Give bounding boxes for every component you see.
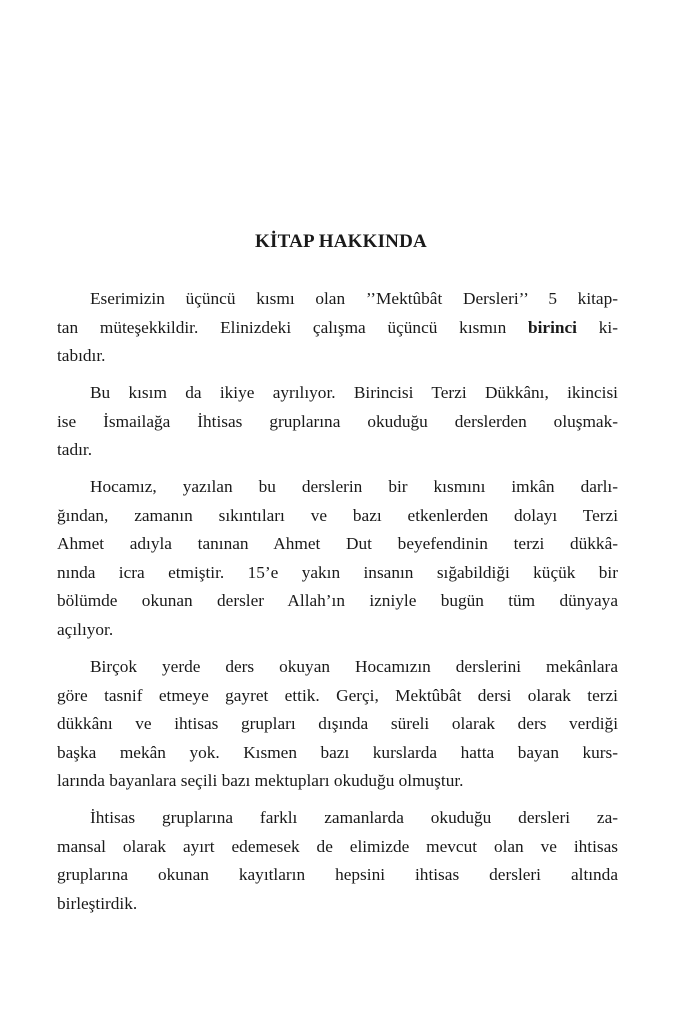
paragraph-4-line-2: göre tasnif etmeye gayret ettik. Gerçi, Mektûbât dersi olarak terzi [57,686,618,705]
paragraph-3-line-6: açılıyor. [57,620,114,639]
paragraph-5-line-2: mansal olarak ayırt edemesek de elimizde mevcut olan ve ihtisas [57,837,618,856]
paragraph-3-line-1: Hocamız, yazılan bu derslerin bir kısmını imkân darlı- [90,477,618,496]
paragraph-1-line-3: tabıdır. [57,346,106,365]
bold-word: birinci [528,318,577,337]
paragraph-2-line-2: ise İsmailağa İhtisas gruplarına okuduğu derslerden oluşmak- [57,412,618,431]
paragraph-4-line-1: Birçok yerde ders okuyan Hocamızın derslerini mekânlara [90,657,618,676]
paragraph-2-line-3: tadır. [57,440,93,459]
paragraph-3-line-5: bölümde okunan dersler Allah’ın izniyle bugün tüm dünyaya [57,591,618,610]
paragraph-4-line-4: başka mekân yok. Kısmen bazı kurslarda hatta bayan kurs- [57,743,618,762]
page-title: KİTAP HAKKINDA [255,231,427,252]
paragraph-5-line-1: İhtisas gruplarına farklı zamanlarda okuduğu dersleri za- [90,808,618,827]
paragraph-4-line-3: dükkânı ve ihtisas grupları dışında süreli olarak ders verdiği [57,714,618,733]
paragraph-3-line-4: nında icra etmiştir. 15’e yakın insanın sığabildiği küçük bir [57,563,618,582]
paragraph-1-line-2 [57,316,618,340]
paragraph-2-line-1: Bu kısım da ikiye ayrılıyor. Birincisi Terzi Dükkânı, ikincisi [90,383,618,402]
paragraph-1-line-1: Eserimizin üçüncü kısmı olan ’’Mektûbât Dersleri’’ 5 kitap- [90,289,618,308]
paragraph-3-line-2: ğından, zamanın sıkıntıları ve bazı etkenlerden dolayı Terzi [57,506,618,525]
text-run: tan müteşekkildir. Elinizdeki çalışma üçüncü kısmın [57,318,529,337]
paragraph-3-line-3: Ahmet adıyla tanınan Ahmet Dut beyefendinin terzi dükkâ- [57,534,618,553]
paragraph-4-line-5: larında bayanlara seçili bazı mektupları okuduğu olmuştur. [57,771,464,790]
paragraph-5-line-4: birleştirdik. [57,894,138,913]
paragraph-5-line-3: gruplarına okunan kayıtların hepsini ihtisas dersleri altında [57,865,618,884]
text-run: ki- [576,318,618,337]
